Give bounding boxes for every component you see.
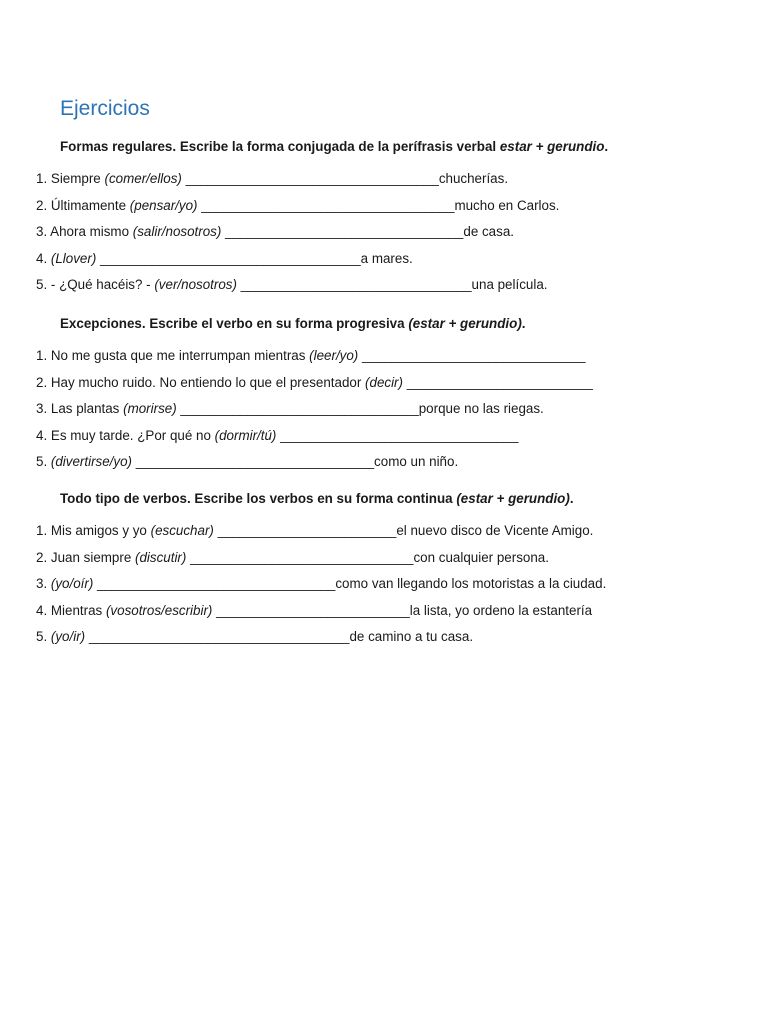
section-heading	[60, 139, 608, 154]
verb-hint: (escuchar)	[150, 523, 214, 538]
exercise-item	[36, 224, 559, 251]
item-text: Es muy tarde. ¿Por qué no	[50, 427, 215, 443]
item-text: Mientras	[50, 602, 106, 618]
item-number: 4.	[36, 250, 51, 266]
answer-blank: ________________________________	[132, 454, 375, 469]
item-number: 4.	[36, 427, 51, 443]
verb-hint: (leer/yo)	[309, 348, 359, 363]
exercise-item	[36, 428, 593, 455]
section-heading	[60, 316, 526, 331]
heading-tail: .	[521, 316, 526, 331]
item-number: 5.	[36, 629, 51, 644]
item-text: - ¿Qué hacéis? -	[50, 277, 155, 292]
verb-hint: (divertirse/yo)	[50, 454, 132, 469]
item-number: 1.	[36, 348, 51, 363]
exercise-item	[36, 277, 559, 304]
section-heading	[60, 491, 574, 506]
answer-blank: ___________________________________	[85, 629, 350, 644]
item-number: 2.	[36, 197, 51, 213]
verb-hint: (yo/oír)	[50, 576, 94, 591]
exercise-item	[36, 603, 606, 630]
item-text-after: como van llegando los motoristas a la ciudad.	[335, 576, 607, 591]
verb-hint: (comer/ellos)	[104, 171, 182, 186]
answer-blank: _______________________________	[236, 277, 472, 292]
item-text: Juan siempre	[50, 549, 135, 565]
answer-blank: ________________________________	[93, 576, 336, 591]
heading-tail: .	[569, 491, 574, 506]
verb-hint: (morirse)	[123, 401, 177, 416]
item-text-after: porque no las riegas.	[418, 401, 544, 416]
exercise-item	[36, 629, 606, 656]
verb-hint: (Llover)	[50, 250, 97, 266]
item-number: 5.	[36, 277, 51, 292]
answer-blank: __________________________________	[181, 171, 439, 186]
item-number: 3.	[36, 576, 51, 591]
exercise-list	[36, 171, 559, 304]
item-text-after: la lista, yo ordeno la estantería	[409, 602, 593, 618]
verb-hint: (ver/nosotros)	[154, 277, 237, 292]
verb-hint: (vosotros/escribir)	[105, 602, 213, 618]
answer-blank: _________________________	[402, 374, 593, 390]
item-text: Hay mucho ruido. No entiendo lo que el presentador	[50, 374, 366, 390]
item-number: 2.	[36, 549, 51, 565]
answer-blank: ______________________________	[358, 348, 586, 363]
exercise-item	[36, 576, 606, 603]
answer-blank: ______________________________	[186, 549, 414, 565]
answer-blank: __________________________________	[197, 197, 455, 213]
item-number: 3.	[36, 224, 51, 239]
item-text: Siempre	[50, 171, 105, 186]
heading-emphasis: estar + gerundio	[499, 139, 605, 154]
item-number: 1.	[36, 523, 51, 538]
exercise-item	[36, 375, 593, 402]
item-text-after: de camino a tu casa.	[349, 629, 474, 644]
item-text-after: con cualquier persona.	[413, 549, 549, 565]
answer-blank: ________________________________	[221, 224, 464, 239]
exercise-item	[36, 523, 606, 550]
exercise-item	[36, 348, 593, 375]
item-text-after: como un niño.	[374, 454, 459, 469]
page-title: Ejercicios	[60, 97, 150, 120]
item-text: Ahora mismo	[50, 224, 133, 239]
item-number: 1.	[36, 171, 51, 186]
item-text-after: mucho en Carlos.	[454, 197, 560, 213]
verb-hint: (pensar/yo)	[129, 197, 198, 213]
exercise-list	[36, 348, 593, 481]
item-text: Últimamente	[50, 197, 130, 213]
verb-hint: (salir/nosotros)	[132, 224, 222, 239]
item-text-after: una película.	[471, 277, 548, 292]
item-number: 5.	[36, 454, 51, 469]
verb-hint: (yo/ir)	[50, 629, 86, 644]
exercise-item	[36, 251, 559, 278]
item-text-after: a mares.	[360, 250, 413, 266]
item-text: Mis amigos y yo	[50, 523, 151, 538]
heading-text: Formas regulares. Escribe la forma conjugada de la perífrasis verbal	[60, 139, 500, 154]
item-number: 4.	[36, 602, 51, 618]
item-text: No me gusta que me interrumpan mientras	[50, 348, 310, 363]
item-text-after: chucherías.	[438, 171, 509, 186]
answer-blank: ________________________________	[276, 427, 519, 443]
item-number: 2.	[36, 374, 51, 390]
heading-tail: .	[604, 139, 609, 154]
heading-text: Excepciones. Escribe el verbo en su forma progresiva	[60, 316, 409, 331]
verb-hint: (discutir)	[135, 549, 187, 565]
item-text-after: de casa.	[463, 224, 514, 239]
answer-blank: ________________________________	[176, 401, 419, 416]
exercise-item	[36, 401, 593, 428]
exercise-item	[36, 198, 559, 225]
exercise-list	[36, 523, 606, 656]
verb-hint: (decir)	[365, 374, 403, 390]
verb-hint: (dormir/tú)	[214, 427, 277, 443]
item-text: Las plantas	[50, 401, 124, 416]
exercise-item	[36, 550, 606, 577]
exercise-item	[36, 454, 593, 481]
answer-blank: ________________________	[213, 523, 397, 538]
item-number: 3.	[36, 401, 51, 416]
answer-blank: ___________________________________	[96, 250, 361, 266]
heading-emphasis: (estar + gerundio)	[456, 491, 570, 506]
exercise-item	[36, 171, 559, 198]
answer-blank: __________________________	[212, 602, 410, 618]
item-text-after: el nuevo disco de Vicente Amigo.	[396, 523, 594, 538]
heading-emphasis: (estar + gerundio)	[408, 316, 522, 331]
heading-text: Todo tipo de verbos. Escribe los verbos en su forma continua	[60, 491, 457, 506]
